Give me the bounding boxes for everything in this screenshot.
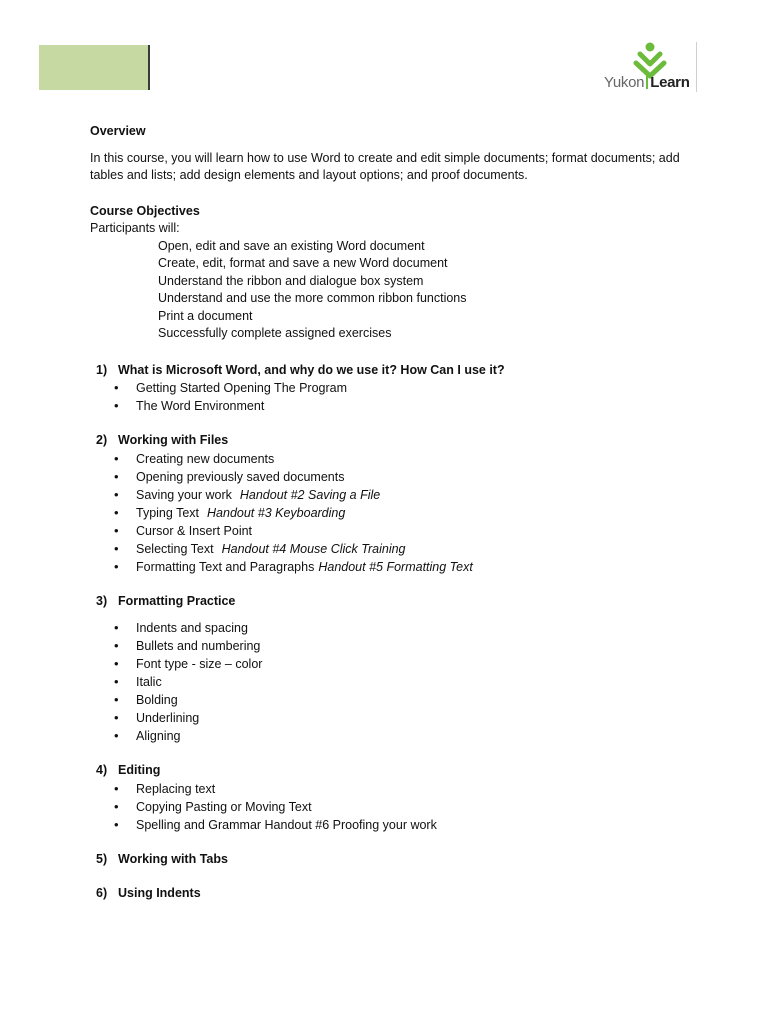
section-number: 5) [96,851,108,866]
section-number: 3) [96,593,108,608]
list-item: • Cursor & Insert Point [114,522,690,540]
section-title: Formatting Practice [118,593,236,608]
list-item: • Spelling and Grammar Handout #6 Proofing your work [114,816,690,834]
overview-heading: Overview [90,124,146,138]
section-title: Editing [118,763,161,777]
section-title: Working with Tabs [118,851,228,866]
list-item: • Bullets and numbering [114,637,690,655]
section-title: Working with Files [118,433,229,447]
list-item: • Italic [114,673,690,691]
section-heading [90,593,690,611]
list-item: • Font type - size – color [114,655,690,673]
objective-item: Open, edit and save an existing Word document [158,238,425,253]
section-heading [90,362,690,380]
section-number: 2) [96,433,108,447]
logo-divider [696,42,697,92]
objective-item: Create, edit, format and save a new Word document [158,256,448,270]
list-item: • Aligning [114,727,690,745]
section-bullet-list [90,619,690,745]
handout-reference: Handout #2 Saving a File [239,487,381,502]
section-2 [90,432,690,576]
section-number: 4) [96,763,108,777]
section-bullet-list [90,379,690,415]
objectives-heading: Course Objectives [90,203,200,218]
list-item: • The Word Environment [114,397,690,415]
list-item: • Opening previously saved documents [114,468,690,486]
logo-separator-bar [646,74,648,89]
section-heading [90,432,690,450]
header-color-block [39,45,150,90]
section-number: 6) [96,886,108,900]
objective-item: Successfully complete assigned exercises [158,326,392,340]
list-item: • Underlining [114,709,690,727]
section-bullet-list [90,450,690,576]
list-item: • Replacing text [114,780,690,798]
logo-word-yukon: Yukon [604,74,645,91]
overview-text: In this course, you will learn how to use Word to create and edit simple documents; format documents; add tables and lists; add design elements and layout options; and proof documents. [90,150,680,182]
list-item: • Saving your work Handout #2 Saving a File [114,486,690,504]
handout-reference: Handout #3 Keyboarding [207,505,346,520]
logo-wordmark [604,74,690,91]
objective-item: Understand the ribbon and dialogue box system [158,273,424,288]
handout-reference: Handout #5 Formatting Text [318,559,473,574]
objectives-list [90,238,690,343]
section-3 [90,593,690,746]
document-body [90,123,690,903]
section-4 [90,762,690,834]
objective-item: Print a document [158,308,253,323]
objectives-intro: Participants will: [90,221,180,235]
list-item: • Typing Text Handout #3 Keyboarding [114,504,690,522]
list-item: • Indents and spacing [114,619,690,637]
list-item: • Formatting Text and Paragraphs Handout #5 Formatting Text [114,558,690,576]
objective-item: Understand and use the more common ribbon functions [158,291,467,305]
section-6 [90,885,690,903]
section-5 [90,851,690,869]
section-heading [90,885,690,903]
section-title: Using Indents [118,886,201,900]
list-item: • Copying Pasting or Moving Text [114,798,690,816]
section-bullet-list [90,780,690,834]
list-item: • Bolding [114,691,690,709]
list-item: • Selecting Text Handout #4 Mouse Click Training [114,540,690,558]
list-item: • Getting Started Opening The Program [114,379,690,397]
section-1 [90,362,690,416]
section-heading [90,762,690,780]
section-number: 1) [96,362,108,377]
section-title: What is Microsoft Word, and why do we use it? How Can I use it? [118,362,505,377]
handout-reference: Handout #4 Mouse Click Training [221,541,406,556]
section-heading [90,851,690,869]
list-item: • Creating new documents [114,450,690,468]
logo-word-learn: Learn [650,74,690,91]
